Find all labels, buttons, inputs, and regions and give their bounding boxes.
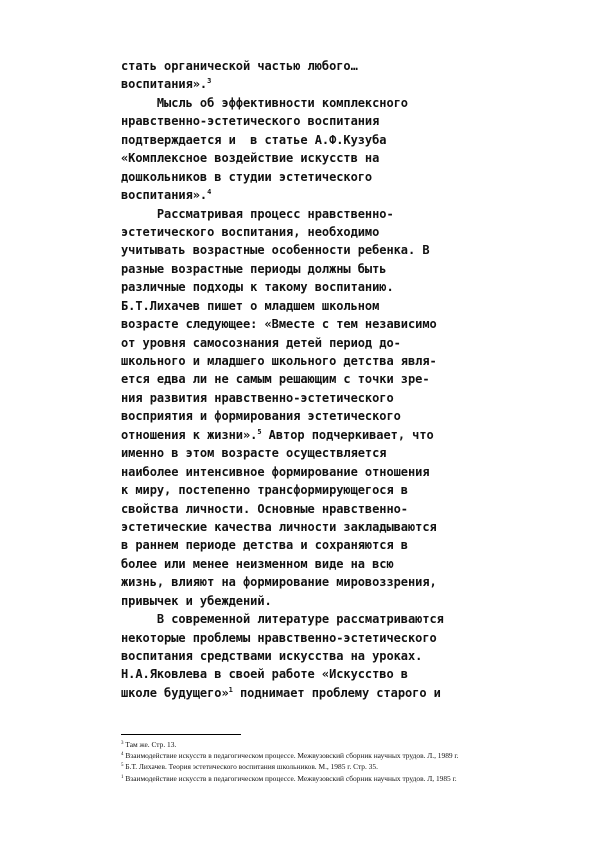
text-line-content: разные возрастные периоды должны быть xyxy=(121,261,387,276)
text-line-content: ния развития нравственно-эстетического xyxy=(121,390,394,405)
footnote-text: Б.Т. Лихачев. Теория эстетического воспитания школьников. М., 1985 г. Стр. 35. xyxy=(125,762,378,772)
footnote-mark: 4 xyxy=(121,752,124,758)
text-line xyxy=(121,665,541,683)
text-line-continuation: поднимает проблему старого и xyxy=(232,685,441,700)
text-line-content: именно в этом возрасте осуществляется xyxy=(121,446,387,461)
main-text-block xyxy=(121,57,541,702)
text-line-content: Б.Т.Лихачев пишет о младшем школьном xyxy=(121,298,380,313)
text-line xyxy=(121,131,541,149)
text-line xyxy=(121,481,541,499)
footnote xyxy=(121,773,551,784)
text-line-content: воспитания». xyxy=(121,188,208,203)
text-line xyxy=(121,518,541,536)
footnote-text: Там же. Стр. 13. xyxy=(125,740,177,749)
text-line-content: наиболее интенсивное формирование отношения xyxy=(121,464,430,479)
footnote-separator xyxy=(121,734,241,735)
text-line-content: от уровня самосознания детей период до- xyxy=(121,335,401,350)
text-line xyxy=(121,444,541,462)
text-line xyxy=(121,75,541,93)
text-line-content: отношения к жизни». xyxy=(121,427,258,442)
footnote-reference[interactable]: 5 xyxy=(257,427,262,436)
text-line xyxy=(121,94,541,112)
text-line xyxy=(121,205,541,223)
text-line-content: привычек и убеждений. xyxy=(121,593,272,608)
text-line-content: ется едва ли не самым решающим с точки зре- xyxy=(121,372,430,387)
footnote-reference[interactable]: 1 xyxy=(228,685,233,694)
text-line xyxy=(121,168,541,186)
footnote xyxy=(121,750,551,761)
footnote-mark: 3 xyxy=(121,741,124,746)
text-line xyxy=(121,352,541,370)
footnote-reference[interactable]: 4 xyxy=(207,188,212,197)
text-line xyxy=(121,389,541,407)
text-line-content: подтверждается и в статье А.Ф.Кузуба xyxy=(121,132,387,147)
text-line xyxy=(121,149,541,167)
footnote-text: Взаимодействие искусств в педагогическом процессе. Межвузовский сборник научных трудов. Л, 1985 г. xyxy=(125,773,457,783)
text-line xyxy=(121,260,541,278)
text-line xyxy=(121,500,541,518)
text-line-content: дошкольников в студии эстетического xyxy=(121,169,373,184)
footnote-mark: 5 xyxy=(121,763,124,769)
text-line-content: в раннем периоде детства и сохраняются в xyxy=(121,538,408,553)
text-line xyxy=(121,241,541,259)
text-line-content: стать органической частью любого… xyxy=(121,59,358,73)
text-line xyxy=(121,555,541,573)
text-line-content: Н.А.Яковлева в своей работе «Искусство в xyxy=(121,667,408,682)
text-line-content: Рассматривая процесс нравственно- xyxy=(121,206,394,221)
text-line-content: школьного и младшего школьного детства явля- xyxy=(121,354,437,368)
footnote-text: Взаимодействие искусств в педагогическом процессе. Межвузовский сборник научных трудов. Л., 1989 г. xyxy=(125,751,459,761)
text-line xyxy=(121,407,541,425)
footnote-reference[interactable]: 3 xyxy=(207,77,212,86)
text-line-content: Мысль об эффективности комплексного xyxy=(121,95,408,110)
text-line-content: В современной литературе рассматриваются xyxy=(121,612,444,627)
text-line xyxy=(121,573,541,591)
footnote xyxy=(121,761,551,772)
text-line-content: некоторые проблемы нравственно-эстетического xyxy=(121,630,437,645)
text-line-content: восприятия и формирования эстетического xyxy=(121,409,401,424)
text-line-content: школе будущего» xyxy=(121,685,229,700)
text-line-content: эстетического воспитания, необходимо xyxy=(121,224,380,239)
text-line xyxy=(121,112,541,130)
text-line-content: учитывать возрастные особенности ребенка. В xyxy=(121,243,430,258)
text-line xyxy=(121,370,541,388)
text-line-content: воспитания». xyxy=(121,77,208,92)
text-line xyxy=(121,610,541,628)
text-line xyxy=(121,426,541,444)
footnotes-block xyxy=(121,739,551,784)
text-line xyxy=(121,297,541,315)
text-line-content: воспитания средствами искусства на уроках. xyxy=(121,649,423,663)
text-line-content: нравственно-эстетического воспитания xyxy=(121,114,380,129)
text-line-content: возрасте следующее: «Вместе с тем независимо xyxy=(121,317,437,332)
text-line-content: эстетические качества личности закладываются xyxy=(121,519,437,534)
text-line xyxy=(121,315,541,333)
text-line xyxy=(121,463,541,481)
text-line-content: к миру, постепенно трансформирующегося в xyxy=(121,483,408,498)
footnote-mark: 1 xyxy=(121,774,124,780)
text-line-content: жизнь, влияют на формирование мировоззрения, xyxy=(121,575,437,590)
footnote xyxy=(121,739,551,750)
text-line xyxy=(121,278,541,296)
text-line-content: «Комплексное воздействие искусств на xyxy=(121,151,380,166)
text-line-content: более или менее неизменном виде на всю xyxy=(121,556,394,571)
text-line xyxy=(121,223,541,241)
text-line xyxy=(121,592,541,610)
text-line xyxy=(121,629,541,647)
text-line-continuation: Автор подчеркивает, что xyxy=(261,427,434,442)
text-line xyxy=(121,334,541,352)
text-line-content: свойства личности. Основные нравственно- xyxy=(121,501,408,516)
text-line xyxy=(121,57,541,75)
text-line-content: различные подходы к такому воспитанию. xyxy=(121,280,394,295)
text-line xyxy=(121,186,541,204)
text-line xyxy=(121,536,541,554)
text-line xyxy=(121,684,541,702)
text-line xyxy=(121,647,541,665)
